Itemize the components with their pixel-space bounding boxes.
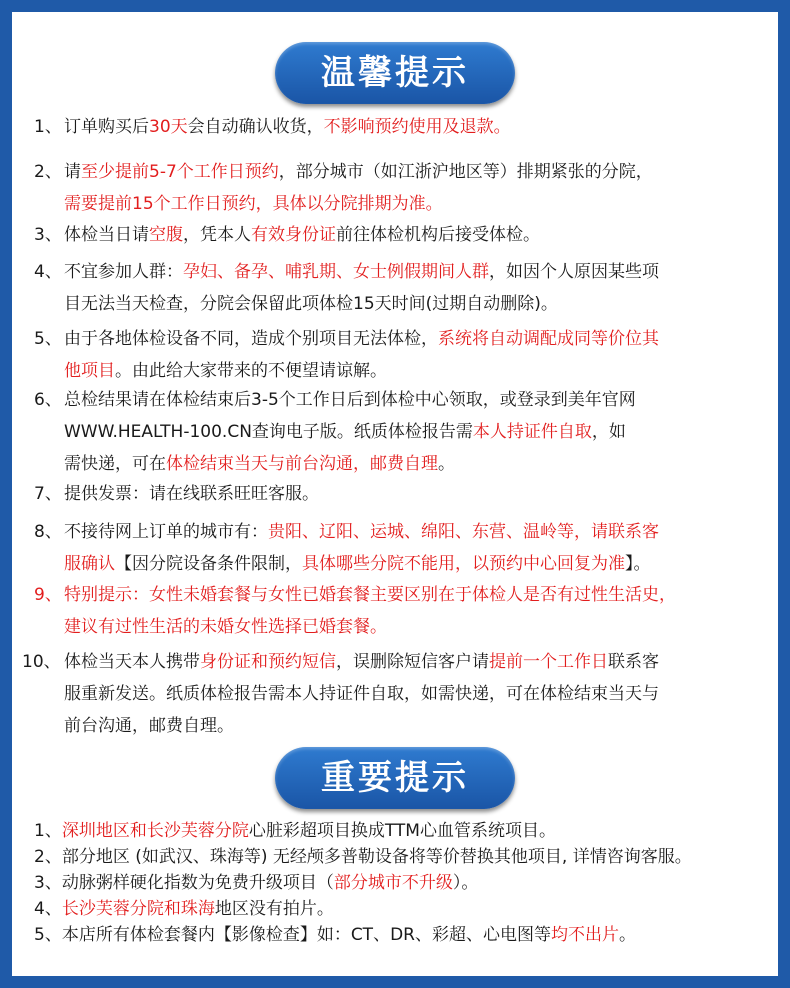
warm-tips-title: 温馨提示 [275,42,515,104]
text-line [64,189,653,221]
tip-text [64,324,659,388]
tip-number: 2、 [34,162,62,182]
tip-number: 10、 [22,652,61,672]
highlight-text: 至少提前5-7个工作日预约 [81,162,279,182]
text-line [64,385,636,417]
tip-text [64,385,636,481]
tip-text [64,517,659,581]
important-item [34,896,334,922]
text-segment: 不宜参加人群： [64,262,183,282]
text-segment: 会自动确认收货， [187,117,324,137]
important-item [34,870,478,896]
text-line [64,549,659,581]
text-segment: ，部分城市（如江浙沪地区等）排期紧张的分院， [278,162,653,182]
text-segment: 。 [618,925,636,945]
highlight-text: 体检结束当天与前台沟通，邮费自理 [166,454,438,474]
text-line [64,679,659,711]
highlight-text: 系统将自动调配成同等价位其 [438,329,659,349]
tip-number: 5、 [34,329,62,349]
highlight-text: 提前一个工作日 [489,652,608,672]
highlight-text: 服确认 [64,554,115,574]
text-line [34,818,556,844]
highlight-text: 有效身份证 [251,225,336,245]
text-line [64,257,659,289]
tip-text [64,112,511,144]
tip-text [64,257,659,321]
text-line [64,449,636,481]
text-segment: 心脏彩超项目换成TTM心血管系统项目。 [248,821,556,841]
text-segment: 】。 [625,554,651,574]
text-segment: 总检结果请在体检结束后3-5个工作日后到体检中心领取，或登录到美年官网 [64,390,636,410]
text-segment: ，误删除短信客户请 [336,652,489,672]
text-segment: 5、本店所有体检套餐内【影像检查】如：CT、DR、彩超、心电图等 [34,925,551,945]
notice-panel [12,12,778,976]
text-segment: 2、部分地区 (如武汉、珠海等) 无经颅多普勒设备将等价替换其他项目, 详情咨询客服。 [34,847,692,867]
highlight-text: 孕妇、备孕、哺乳期、女士例假期间人群 [183,262,489,282]
highlight-text: 特别提示：女性未婚套餐与女性已婚套餐主要区别在于体检人是否有过性生活史， [64,585,676,605]
text-line [64,289,659,321]
tip-number: 1、 [34,117,62,137]
tip-number: 3、 [34,225,62,245]
text-segment: 目无法当天检查，分院会保留此项体检15天时间(过期自动删除)。 [64,294,558,314]
highlight-text: 部分城市不升级 [333,873,453,893]
highlight-text: 具体哪些分院不能用，以预约中心回复为准 [302,554,625,574]
text-line [64,220,540,252]
text-segment: 不接待网上订单的城市有： [64,522,268,542]
tip-number: 7、 [34,484,62,504]
highlight-text: 身份证和预约短信 [200,652,336,672]
text-segment: 前台沟通，邮费自理。 [64,716,234,736]
highlight-text: 30天 [149,117,188,137]
important-item [34,818,556,844]
tip-text [64,479,319,511]
tip-number: 9、 [34,585,62,605]
text-line [64,647,659,679]
text-line [34,844,692,870]
highlight-text: 建议有过性生活的未婚女性选择已婚套餐。 [64,617,387,637]
text-line [64,112,511,144]
text-line [64,157,653,189]
tip-text [64,580,676,644]
text-segment: 由于各地体检设备不同，造成个别项目无法体检， [64,329,438,349]
text-segment: 服重新发送。纸质体检报告需本人持证件自取，如需快递，可在体检结束当天与 [64,684,659,704]
text-segment: 订单购买后 [64,117,149,137]
important-item [34,922,636,948]
text-line [64,517,659,549]
text-line [34,896,334,922]
text-segment: WWW.HEALTH-100.CN查询电子版。纸质体检报告需 [64,422,473,442]
text-segment: 。由此给大家带来的不便望请谅解。 [115,361,387,381]
text-segment: 3、动脉粥样硬化指数为免费升级项目（ [34,873,334,893]
text-segment: 提供发票：请在线联系旺旺客服。 [64,484,319,504]
text-segment: 体检当日请 [64,225,149,245]
text-segment: 4、 [34,899,62,919]
tip-text [64,157,653,221]
highlight-text: 贵阳、辽阳、运城、绵阳、东营、温岭等，请联系客 [268,522,659,542]
text-line [64,479,319,511]
tip-number: 4、 [34,262,62,282]
text-segment: ，如 [591,422,626,442]
text-line [34,870,478,896]
text-segment: 需快递，可在 [64,454,166,474]
tip-text [64,647,659,743]
important-tips-title: 重要提示 [275,747,515,809]
text-segment: ）。 [452,873,479,893]
tip-text [64,220,540,252]
highlight-text: 长沙芙蓉分院和珠海 [61,899,215,919]
tip-number: 8、 [34,522,62,542]
text-segment: 前往体检机构后接受体检。 [336,225,540,245]
highlight-text: 不影响预约使用及退款。 [323,117,511,137]
highlight-text: 空腹 [149,225,183,245]
text-line [34,922,636,948]
text-line [64,417,636,449]
text-segment: 。 [438,454,455,474]
highlight-text: 深圳地区和长沙芙蓉分院 [61,821,249,841]
text-segment: 【因分院设备条件限制， [115,554,302,574]
text-segment: 地区没有拍片。 [214,899,334,919]
text-segment: 体检当天本人携带 [64,652,200,672]
text-line [64,356,659,388]
highlight-text: 需要提前15个工作日预约，具体以分院排期为准。 [64,194,443,214]
text-line [64,612,676,644]
text-segment: ，如因个人原因某些项 [489,262,659,282]
highlight-text: 本人持证件自取 [472,422,592,442]
text-line [64,711,659,743]
important-item [34,844,692,870]
text-line [64,580,676,612]
highlight-text: 均不出片 [550,925,619,945]
text-segment: ，凭本人 [183,225,251,245]
text-segment: 请 [64,162,81,182]
text-segment: 1、 [34,821,62,841]
text-segment: 联系客 [608,652,659,672]
text-line [64,324,659,356]
tip-number: 6、 [34,390,62,410]
highlight-text: 他项目 [64,361,115,381]
